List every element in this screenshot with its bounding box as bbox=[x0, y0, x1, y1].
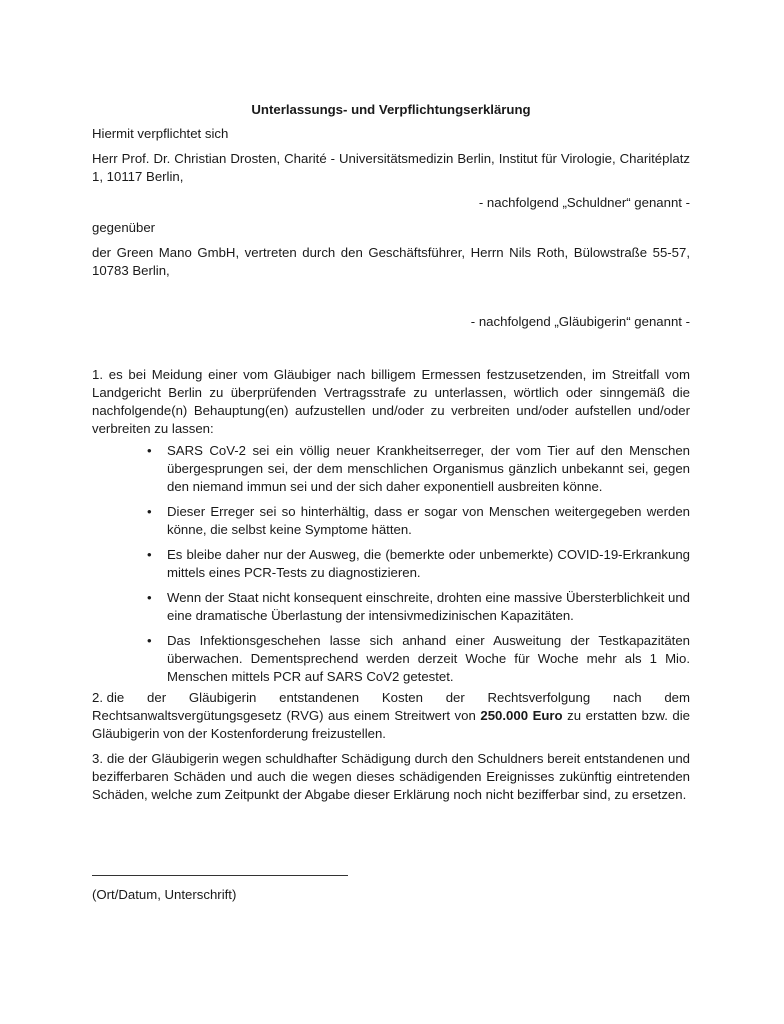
creditor-designation: - nachfolgend „Gläubigerin“ genannt - bbox=[470, 314, 690, 329]
claim-item bbox=[147, 546, 690, 582]
item-2 bbox=[92, 689, 690, 743]
towards-text: gegenüber bbox=[92, 220, 156, 235]
bullet-icon: • bbox=[147, 590, 152, 605]
claim-text: Wenn der Staat nicht konsequent einschreite, drohten eine massive Übersterblichkeit und eine dramatische Überlastung der intensivmedizinischen Kapazitäten. bbox=[167, 590, 690, 623]
claim-item bbox=[147, 442, 690, 496]
item-3-text: 3. die der Gläubigerin wegen schuldhafter Schädigung durch den Schuldners bereit entstandenen und bezifferbaren Schäden und auch die wegen dieses schädigenden Ereignisses zukünftig eintretenden Schäden, welche zum Zeitpunkt der Abgabe dieser Erklärung noch nicht bezifferbar sind, zu ersetzen. bbox=[92, 751, 690, 802]
bullet-icon: • bbox=[147, 443, 152, 458]
signature-line bbox=[92, 875, 348, 876]
bullet-icon: • bbox=[147, 504, 152, 519]
claim-text: SARS CoV-2 sei ein völlig neuer Krankheitserreger, der vom Tier auf den Menschen übergesprungen sei, der dem menschlichen Organismus gänzlich unbekannt sei, gegen den niemand immun sei und der sich daher exponentiell ausbreiten könne. bbox=[167, 443, 690, 494]
claim-item bbox=[147, 589, 690, 625]
claim-text: Dieser Erreger sei so hinterhältig, dass er sogar von Menschen weitergegeben werden könne, die selbst keine Symptome hätten. bbox=[167, 504, 690, 537]
document-title: Unterlassungs- und Verpflichtungserklärung bbox=[251, 102, 531, 117]
signature-caption: (Ort/Datum, Unterschrift) bbox=[92, 887, 237, 902]
item-2-rest: Rechtsanwaltsvergütungsgesetz (RVG) aus einem Streitwert von 250.000 Euro zu erstatten bzw. die Gläubigerin von der Kostenforderung freizustellen. bbox=[92, 708, 690, 741]
claim-text: Es bleibe daher nur der Ausweg, die (bemerkte oder unbemerkte) COVID-19-Erkrankung mittels eines PCR-Tests zu diagnostizieren. bbox=[167, 547, 690, 580]
bullet-icon: • bbox=[147, 547, 152, 562]
debtor-address: Herr Prof. Dr. Christian Drosten, Charité - Universitätsmedizin Berlin, Institut für Virologie, Charitéplatz 1, 10117 Berlin, bbox=[92, 151, 690, 184]
debtor-designation: - nachfolgend „Schuldner“ genannt - bbox=[478, 195, 690, 210]
bullet-icon: • bbox=[147, 633, 152, 648]
dispute-amount: 250.000 Euro bbox=[480, 708, 563, 723]
intro-text: Hiermit verpflichtet sich bbox=[92, 126, 229, 141]
claim-text: Das Infektionsgeschehen lasse sich anhand einer Ausweitung der Testkapazitäten überwachen. Dementsprechend werden derzeit Woche für Woche mehr als 1 Mio. Menschen mittels PCR auf SARS CoV2 getestet. bbox=[167, 633, 690, 684]
claims-list bbox=[147, 442, 690, 686]
creditor-address: der Green Mano GmbH, vertreten durch den Geschäftsführer, Herrn Nils Roth, Bülowstraße 55-57, 10783 Berlin, bbox=[92, 245, 690, 278]
item-2-first-line: 2. die der Gläubigerin entstandenen Kosten der Rechtsverfolgung nach dem bbox=[92, 690, 690, 705]
claim-item bbox=[147, 503, 690, 539]
claim-item bbox=[147, 632, 690, 686]
item-1-text: 1. es bei Meidung einer vom Gläubiger nach billigem Ermessen festzusetzenden, im Streitfall vom Landgericht Berlin zu überprüfenden Vertragsstrafe zu unterlassen, wörtlich oder sinngemäß die nachfolgende(n) Behauptung(en) aufzustellen und/oder zu verbreiten und/oder aufstellen und/oder verbreiten zu lassen: bbox=[92, 367, 690, 436]
